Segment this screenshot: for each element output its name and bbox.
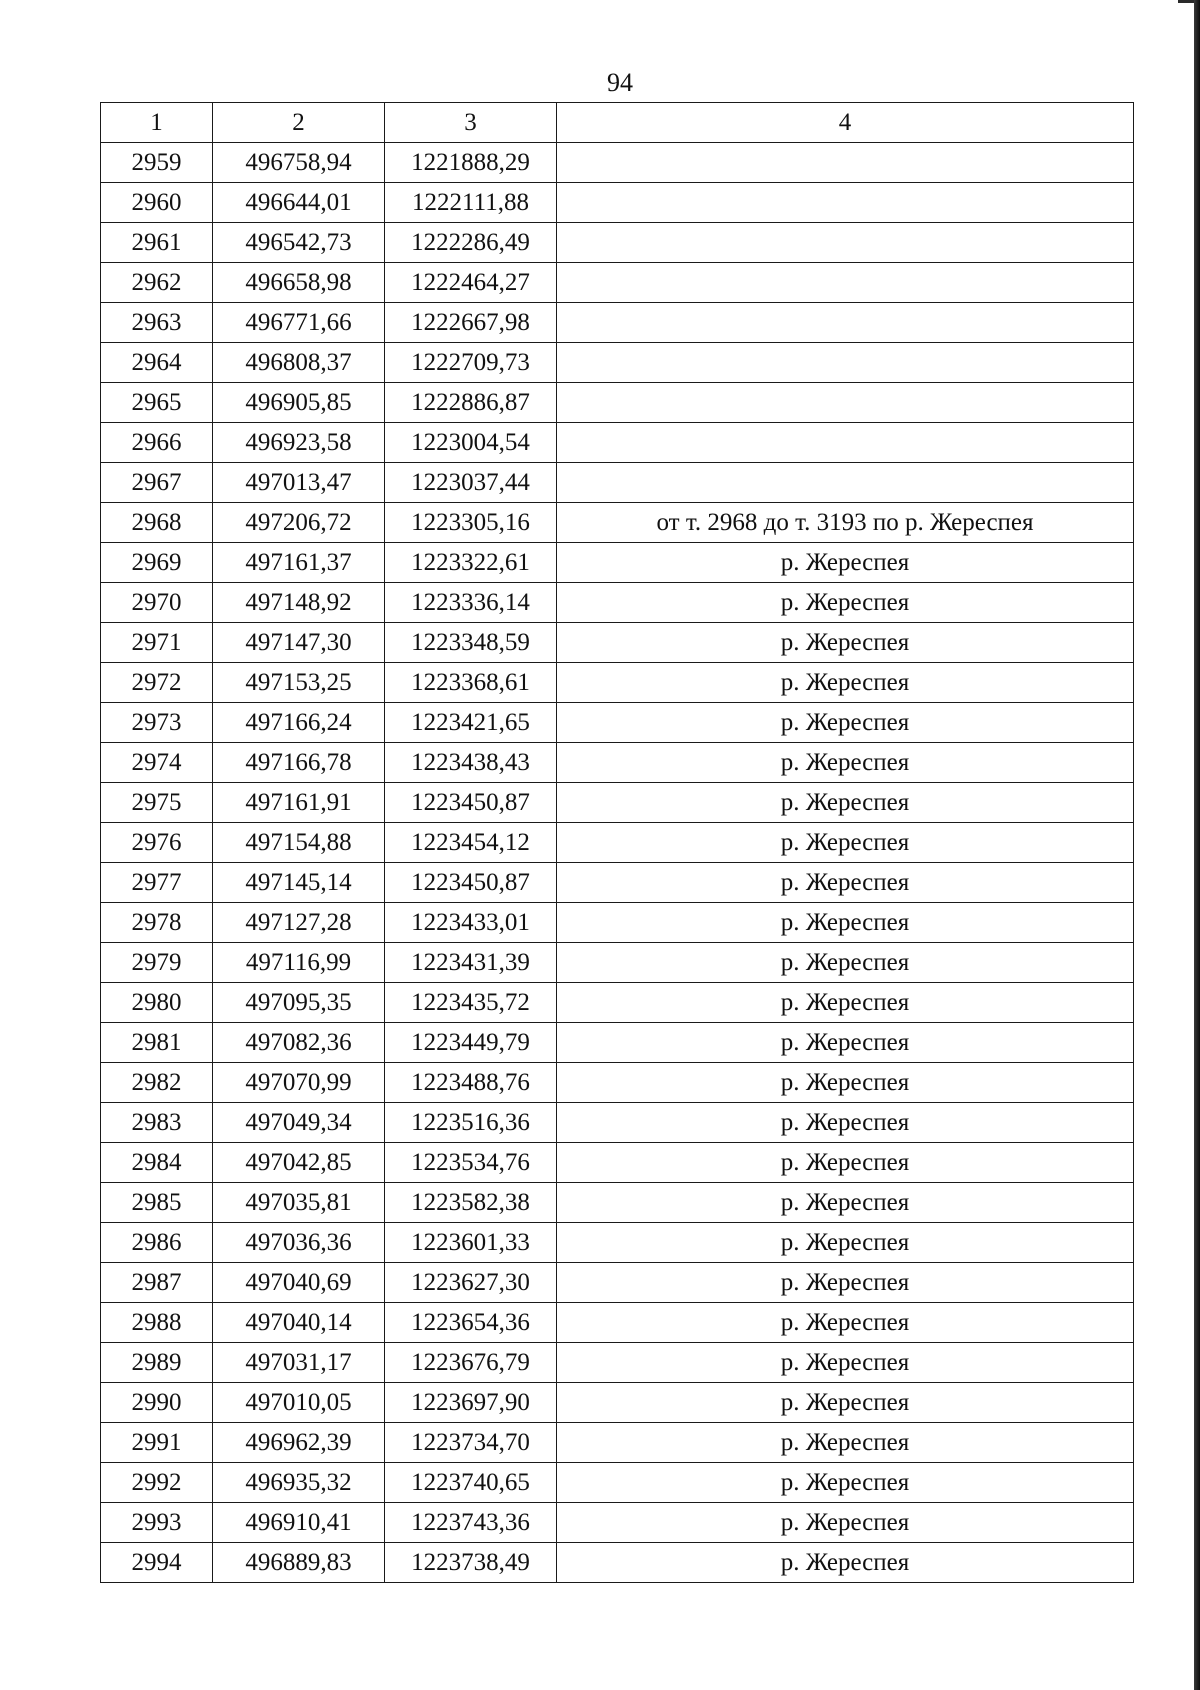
table-row [101,1343,1134,1383]
table-row [101,743,1134,783]
cell-description [557,143,1134,183]
cell-point-number: 2974 [101,743,213,783]
cell-point-number: 2966 [101,423,213,463]
table-row [101,1463,1134,1503]
cell-x-coordinate: 496658,98 [213,263,385,303]
cell-x-coordinate: 497035,81 [213,1183,385,1223]
cell-description: р. Жереспея [557,1383,1134,1423]
cell-point-number: 2993 [101,1503,213,1543]
cell-point-number: 2994 [101,1543,213,1583]
cell-x-coordinate: 496905,85 [213,383,385,423]
cell-y-coordinate: 1223627,30 [385,1263,557,1303]
cell-description: р. Жереспея [557,863,1134,903]
cell-point-number: 2979 [101,943,213,983]
table-row [101,1143,1134,1183]
cell-x-coordinate: 497116,99 [213,943,385,983]
table-row [101,303,1134,343]
cell-y-coordinate: 1222111,88 [385,183,557,223]
cell-point-number: 2988 [101,1303,213,1343]
table-row [101,623,1134,663]
table-row [101,1183,1134,1223]
cell-y-coordinate: 1223368,61 [385,663,557,703]
cell-y-coordinate: 1222464,27 [385,263,557,303]
cell-point-number: 2978 [101,903,213,943]
cell-x-coordinate: 497040,14 [213,1303,385,1343]
cell-y-coordinate: 1222709,73 [385,343,557,383]
cell-y-coordinate: 1223037,44 [385,463,557,503]
cell-point-number: 2971 [101,623,213,663]
cell-point-number: 2967 [101,463,213,503]
cell-x-coordinate: 497070,99 [213,1063,385,1103]
cell-x-coordinate: 497145,14 [213,863,385,903]
cell-point-number: 2970 [101,583,213,623]
cell-description: р. Жереспея [557,943,1134,983]
table-row [101,343,1134,383]
cell-description: р. Жереспея [557,1063,1134,1103]
cell-x-coordinate: 497031,17 [213,1343,385,1383]
cell-description: р. Жереспея [557,1503,1134,1543]
table-row [101,1103,1134,1143]
cell-x-coordinate: 496808,37 [213,343,385,383]
cell-x-coordinate: 497040,69 [213,1263,385,1303]
cell-description [557,303,1134,343]
cell-x-coordinate: 496889,83 [213,1543,385,1583]
cell-description [557,423,1134,463]
cell-description: р. Жереспея [557,743,1134,783]
cell-y-coordinate: 1222667,98 [385,303,557,343]
cell-x-coordinate: 497082,36 [213,1023,385,1063]
cell-description: р. Жереспея [557,783,1134,823]
table-row [101,1063,1134,1103]
cell-x-coordinate: 497147,30 [213,623,385,663]
cell-y-coordinate: 1223450,87 [385,783,557,823]
cell-point-number: 2982 [101,1063,213,1103]
cell-point-number: 2983 [101,1103,213,1143]
cell-y-coordinate: 1223676,79 [385,1343,557,1383]
cell-y-coordinate: 1223582,38 [385,1183,557,1223]
table-row [101,263,1134,303]
cell-point-number: 2975 [101,783,213,823]
cell-description [557,223,1134,263]
cell-point-number: 2968 [101,503,213,543]
table-row [101,1303,1134,1343]
cell-y-coordinate: 1223433,01 [385,903,557,943]
cell-x-coordinate: 496644,01 [213,183,385,223]
table-row [101,1543,1134,1583]
cell-description: р. Жереспея [557,1463,1134,1503]
cell-point-number: 2989 [101,1343,213,1383]
cell-description: р. Жереспея [557,1103,1134,1143]
cell-x-coordinate: 496542,73 [213,223,385,263]
cell-y-coordinate: 1223488,76 [385,1063,557,1103]
table-row [101,143,1134,183]
cell-x-coordinate: 497148,92 [213,583,385,623]
cell-y-coordinate: 1223336,14 [385,583,557,623]
table-row [101,863,1134,903]
cell-point-number: 2972 [101,663,213,703]
cell-y-coordinate: 1223697,90 [385,1383,557,1423]
cell-x-coordinate: 497153,25 [213,663,385,703]
cell-x-coordinate: 497013,47 [213,463,385,503]
cell-point-number: 2992 [101,1463,213,1503]
cell-y-coordinate: 1223654,36 [385,1303,557,1343]
table-row [101,1263,1134,1303]
cell-description: от т. 2968 до т. 3193 по р. Жереспея [557,503,1134,543]
column-header-point-number: 1 [101,103,213,143]
cell-y-coordinate: 1223322,61 [385,543,557,583]
column-header-x-coordinate: 2 [213,103,385,143]
cell-description [557,463,1134,503]
table-row [101,423,1134,463]
cell-y-coordinate: 1223740,65 [385,1463,557,1503]
table-row [101,903,1134,943]
cell-y-coordinate: 1223004,54 [385,423,557,463]
table-row [101,583,1134,623]
cell-y-coordinate: 1223421,65 [385,703,557,743]
cell-description: р. Жереспея [557,1023,1134,1063]
cell-x-coordinate: 496758,94 [213,143,385,183]
cell-y-coordinate: 1223438,43 [385,743,557,783]
table-row [101,183,1134,223]
cell-point-number: 2984 [101,1143,213,1183]
cell-description: р. Жереспея [557,1543,1134,1583]
table-row [101,543,1134,583]
cell-description: р. Жереспея [557,983,1134,1023]
column-header-description: 4 [557,103,1134,143]
table-row [101,703,1134,743]
cell-x-coordinate: 497206,72 [213,503,385,543]
cell-point-number: 2986 [101,1223,213,1263]
cell-y-coordinate: 1222286,49 [385,223,557,263]
cell-point-number: 2964 [101,343,213,383]
table-row [101,1423,1134,1463]
cell-description: р. Жереспея [557,1223,1134,1263]
table-header-row [101,103,1134,143]
table-row [101,1383,1134,1423]
cell-description [557,343,1134,383]
table-row [101,1503,1134,1543]
cell-description: р. Жереспея [557,583,1134,623]
cell-x-coordinate: 496935,32 [213,1463,385,1503]
cell-y-coordinate: 1223534,76 [385,1143,557,1183]
cell-description: р. Жереспея [557,663,1134,703]
cell-x-coordinate: 497161,37 [213,543,385,583]
cell-x-coordinate: 497095,35 [213,983,385,1023]
cell-x-coordinate: 497042,85 [213,1143,385,1183]
table-row [101,463,1134,503]
cell-point-number: 2977 [101,863,213,903]
cell-point-number: 2973 [101,703,213,743]
cell-y-coordinate: 1223516,36 [385,1103,557,1143]
table-row [101,943,1134,983]
cell-y-coordinate: 1223738,49 [385,1543,557,1583]
cell-point-number: 2990 [101,1383,213,1423]
cell-y-coordinate: 1223348,59 [385,623,557,663]
cell-y-coordinate: 1223743,36 [385,1503,557,1543]
cell-description: р. Жереспея [557,1183,1134,1223]
cell-point-number: 2962 [101,263,213,303]
cell-y-coordinate: 1223435,72 [385,983,557,1023]
table-row [101,503,1134,543]
cell-x-coordinate: 497166,78 [213,743,385,783]
cell-description: р. Жереспея [557,623,1134,663]
cell-x-coordinate: 497161,91 [213,783,385,823]
cell-description: р. Жереспея [557,1303,1134,1343]
cell-description: р. Жереспея [557,903,1134,943]
cell-x-coordinate: 496923,58 [213,423,385,463]
cell-y-coordinate: 1222886,87 [385,383,557,423]
page-number: 94 [607,68,633,97]
cell-x-coordinate: 496910,41 [213,1503,385,1543]
cell-y-coordinate: 1223449,79 [385,1023,557,1063]
cell-description: р. Жереспея [557,543,1134,583]
table-row [101,1223,1134,1263]
cell-description [557,183,1134,223]
table-row [101,823,1134,863]
cell-y-coordinate: 1223450,87 [385,863,557,903]
table-row [101,383,1134,423]
cell-y-coordinate: 1223431,39 [385,943,557,983]
scan-border-right [1194,0,1200,1690]
cell-x-coordinate: 497166,24 [213,703,385,743]
cell-point-number: 2987 [101,1263,213,1303]
cell-y-coordinate: 1223454,12 [385,823,557,863]
column-header-y-coordinate: 3 [385,103,557,143]
cell-point-number: 2985 [101,1183,213,1223]
cell-x-coordinate: 497010,05 [213,1383,385,1423]
table-row [101,783,1134,823]
cell-description: р. Жереспея [557,1263,1134,1303]
cell-x-coordinate: 497049,34 [213,1103,385,1143]
cell-description: р. Жереспея [557,1343,1134,1383]
cell-y-coordinate: 1223734,70 [385,1423,557,1463]
coordinates-table [100,102,1134,1583]
cell-x-coordinate: 497154,88 [213,823,385,863]
table-row [101,663,1134,703]
cell-description: р. Жереспея [557,1423,1134,1463]
table-body [101,143,1134,1583]
cell-point-number: 2991 [101,1423,213,1463]
cell-point-number: 2980 [101,983,213,1023]
scan-border-corner [1178,0,1194,3]
cell-point-number: 2961 [101,223,213,263]
cell-x-coordinate: 497127,28 [213,903,385,943]
cell-point-number: 2976 [101,823,213,863]
cell-point-number: 2965 [101,383,213,423]
cell-x-coordinate: 496962,39 [213,1423,385,1463]
cell-description [557,383,1134,423]
cell-point-number: 2963 [101,303,213,343]
cell-description: р. Жереспея [557,823,1134,863]
cell-x-coordinate: 496771,66 [213,303,385,343]
cell-point-number: 2981 [101,1023,213,1063]
cell-description: р. Жереспея [557,703,1134,743]
table-row [101,1023,1134,1063]
cell-point-number: 2960 [101,183,213,223]
cell-y-coordinate: 1221888,29 [385,143,557,183]
cell-description: р. Жереспея [557,1143,1134,1183]
cell-y-coordinate: 1223305,16 [385,503,557,543]
cell-y-coordinate: 1223601,33 [385,1223,557,1263]
cell-point-number: 2959 [101,143,213,183]
cell-point-number: 2969 [101,543,213,583]
cell-description [557,263,1134,303]
cell-x-coordinate: 497036,36 [213,1223,385,1263]
table-row [101,223,1134,263]
table-row [101,983,1134,1023]
